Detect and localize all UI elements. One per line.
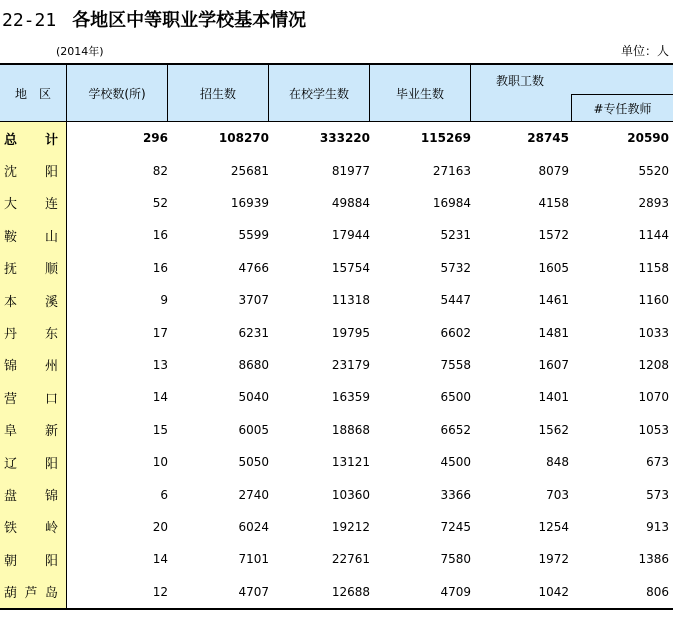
students-cell: 333220: [319, 131, 370, 146]
staff-cell: 1572: [538, 228, 569, 243]
students-cell: 11318: [331, 293, 370, 308]
staff-cell: 703: [546, 487, 569, 502]
staff-cell: 8079: [538, 163, 569, 178]
staff-cell: 1401: [538, 390, 569, 405]
table-bottom-rule: [0, 608, 673, 610]
teachers-cell: 573: [646, 487, 669, 502]
teachers-cell: 913: [646, 519, 669, 534]
enroll-cell: 5050: [238, 455, 269, 470]
enroll-cell: 108270: [218, 131, 269, 146]
graduates-cell: 7580: [440, 552, 471, 567]
staff-cell: 28745: [527, 131, 569, 146]
region-char: 葫: [4, 586, 18, 602]
table-row: [0, 478, 673, 510]
schools-cell: 14: [152, 552, 168, 567]
schools-cell: 82: [152, 163, 168, 178]
region-char: 丹: [4, 327, 18, 343]
region-char: 溪: [44, 294, 58, 310]
table-row-total: [0, 122, 673, 154]
header-students: 在校学生数: [269, 65, 370, 121]
schools-cell: 20: [152, 519, 168, 534]
schools-cell: 16: [152, 260, 168, 275]
staff-cell: 1254: [538, 519, 569, 534]
teachers-cell: 2893: [638, 195, 669, 210]
region-char: 连: [44, 197, 58, 213]
students-cell: 16359: [331, 390, 370, 405]
region-char: 山: [44, 229, 58, 245]
table-row: [0, 219, 673, 251]
header-staff: 教职工数: [496, 73, 545, 88]
header-schools: 学校数(所): [67, 65, 168, 121]
table-body: [0, 122, 673, 608]
enroll-cell: 2740: [238, 487, 269, 502]
teachers-cell: 1208: [638, 357, 669, 372]
region-cell: [4, 219, 58, 251]
region-char: 阳: [44, 553, 58, 569]
students-cell: 23179: [331, 357, 370, 372]
graduates-cell: 16984: [432, 195, 471, 210]
graduates-cell: 5732: [440, 260, 471, 275]
table-row: [0, 511, 673, 543]
region-char: 锦: [44, 489, 58, 505]
table-row: [0, 252, 673, 284]
region-char: 鞍: [4, 229, 18, 245]
table-row: [0, 381, 673, 413]
region-char: 阳: [44, 165, 58, 181]
enroll-cell: 7101: [238, 552, 269, 567]
region-char: 锦: [4, 359, 18, 375]
region-char: 大: [4, 197, 18, 213]
table-header: [0, 65, 673, 121]
region-char: 营: [4, 391, 18, 407]
enroll-cell: 4707: [238, 584, 269, 599]
schools-cell: 10: [152, 455, 168, 470]
table-row: [0, 414, 673, 446]
staff-cell: 1042: [538, 584, 569, 599]
students-cell: 22761: [331, 552, 370, 567]
enroll-cell: 25681: [230, 163, 269, 178]
schools-cell: 16: [152, 228, 168, 243]
teachers-cell: 1386: [638, 552, 669, 567]
graduates-cell: 4709: [440, 584, 471, 599]
region-char: 计: [44, 132, 58, 148]
students-cell: 18868: [331, 422, 370, 437]
region-cell: [4, 252, 58, 284]
graduates-cell: 6500: [440, 390, 471, 405]
header-enroll: 招生数: [168, 65, 269, 121]
region-char: 沈: [4, 165, 18, 181]
staff-cell: 1562: [538, 422, 569, 437]
enroll-cell: 3707: [238, 293, 269, 308]
teachers-cell: 806: [646, 584, 669, 599]
teachers-cell: 673: [646, 455, 669, 470]
table-row: [0, 576, 673, 608]
graduates-cell: 115269: [420, 131, 471, 146]
teachers-cell: 5520: [638, 163, 669, 178]
header-graduates: 毕业生数: [370, 65, 471, 121]
region-char: 口: [44, 391, 58, 407]
region-char: 总: [4, 132, 18, 148]
region-cell: [4, 381, 58, 413]
students-cell: 19212: [331, 519, 370, 534]
region-char: 抚: [4, 262, 18, 278]
schools-cell: 13: [152, 357, 168, 372]
teachers-cell: 1158: [638, 260, 669, 275]
region-char: 州: [44, 359, 58, 375]
region-cell: [4, 154, 58, 186]
students-cell: 49884: [331, 195, 370, 210]
graduates-cell: 6602: [440, 325, 471, 340]
region-char: 岭: [44, 521, 58, 537]
table-row: [0, 543, 673, 575]
region-char: 辽: [4, 456, 18, 472]
graduates-cell: 5447: [440, 293, 471, 308]
students-cell: 19795: [331, 325, 370, 340]
table-number: 22-21: [2, 10, 57, 31]
schools-cell: 296: [142, 131, 168, 146]
schools-cell: 52: [152, 195, 168, 210]
teachers-cell: 1160: [638, 293, 669, 308]
table-row: [0, 349, 673, 381]
table-row: [0, 284, 673, 316]
region-char: 新: [44, 424, 58, 440]
enroll-cell: 6024: [238, 519, 269, 534]
teachers-cell: 1070: [638, 390, 669, 405]
students-cell: 13121: [331, 455, 370, 470]
schools-cell: 6: [160, 487, 168, 502]
students-cell: 81977: [331, 163, 370, 178]
students-cell: 12688: [331, 584, 370, 599]
staff-cell: 1607: [538, 357, 569, 372]
enroll-cell: 8680: [238, 357, 269, 372]
enroll-cell: 4766: [238, 260, 269, 275]
students-cell: 17944: [331, 228, 370, 243]
region-char: 芦: [24, 586, 38, 602]
header-teachers: #专任教师: [593, 101, 652, 116]
graduates-cell: 5231: [440, 228, 471, 243]
students-cell: 15754: [331, 260, 370, 275]
table-row: [0, 154, 673, 186]
teachers-cell: 20590: [627, 131, 669, 146]
schools-cell: 9: [160, 293, 168, 308]
region-char: 阳: [44, 456, 58, 472]
graduates-cell: 27163: [432, 163, 471, 178]
region-cell: [4, 576, 58, 608]
schools-cell: 15: [152, 422, 168, 437]
region-cell: [4, 122, 58, 154]
region-cell: [4, 316, 58, 348]
region-cell: [4, 543, 58, 575]
region-char: 岛: [44, 586, 58, 602]
year-label: (2014年): [56, 45, 104, 58]
region-char: 盘: [4, 489, 18, 505]
table-row: [0, 187, 673, 219]
enroll-cell: 5599: [238, 228, 269, 243]
table-title: 各地区中等职业学校基本情况: [72, 10, 307, 31]
region-cell: [4, 187, 58, 219]
graduates-cell: 6652: [440, 422, 471, 437]
teachers-cell: 1033: [638, 325, 669, 340]
region-char: 朝: [4, 553, 18, 569]
enroll-cell: 6231: [238, 325, 269, 340]
students-cell: 10360: [331, 487, 370, 502]
table-row: [0, 316, 673, 348]
schools-cell: 14: [152, 390, 168, 405]
header-region: 地 区: [0, 65, 67, 121]
teachers-cell: 1053: [638, 422, 669, 437]
staff-cell: 4158: [538, 195, 569, 210]
enroll-cell: 5040: [238, 390, 269, 405]
region-char: 阜: [4, 424, 18, 440]
region-char: 顺: [44, 262, 58, 278]
staff-cell: 1481: [538, 325, 569, 340]
graduates-cell: 4500: [440, 455, 471, 470]
unit-label: 单位：人: [620, 44, 669, 58]
schools-cell: 12: [152, 584, 168, 599]
graduates-cell: 7245: [440, 519, 471, 534]
region-cell: [4, 446, 58, 478]
teachers-cell: 1144: [638, 228, 669, 243]
region-cell: [4, 511, 58, 543]
region-cell: [4, 414, 58, 446]
enroll-cell: 16939: [230, 195, 269, 210]
region-char: 铁: [4, 521, 18, 537]
graduates-cell: 3366: [440, 487, 471, 502]
table-row: [0, 446, 673, 478]
staff-cell: 848: [546, 455, 569, 470]
page-title: [2, 6, 306, 32]
region-cell: [4, 478, 58, 510]
enroll-cell: 6005: [238, 422, 269, 437]
schools-cell: 17: [152, 325, 168, 340]
region-char: 本: [4, 294, 18, 310]
staff-cell: 1461: [538, 293, 569, 308]
region-cell: [4, 284, 58, 316]
region-char: 东: [44, 327, 58, 343]
staff-cell: 1605: [538, 260, 569, 275]
graduates-cell: 7558: [440, 357, 471, 372]
staff-cell: 1972: [538, 552, 569, 567]
region-cell: [4, 349, 58, 381]
